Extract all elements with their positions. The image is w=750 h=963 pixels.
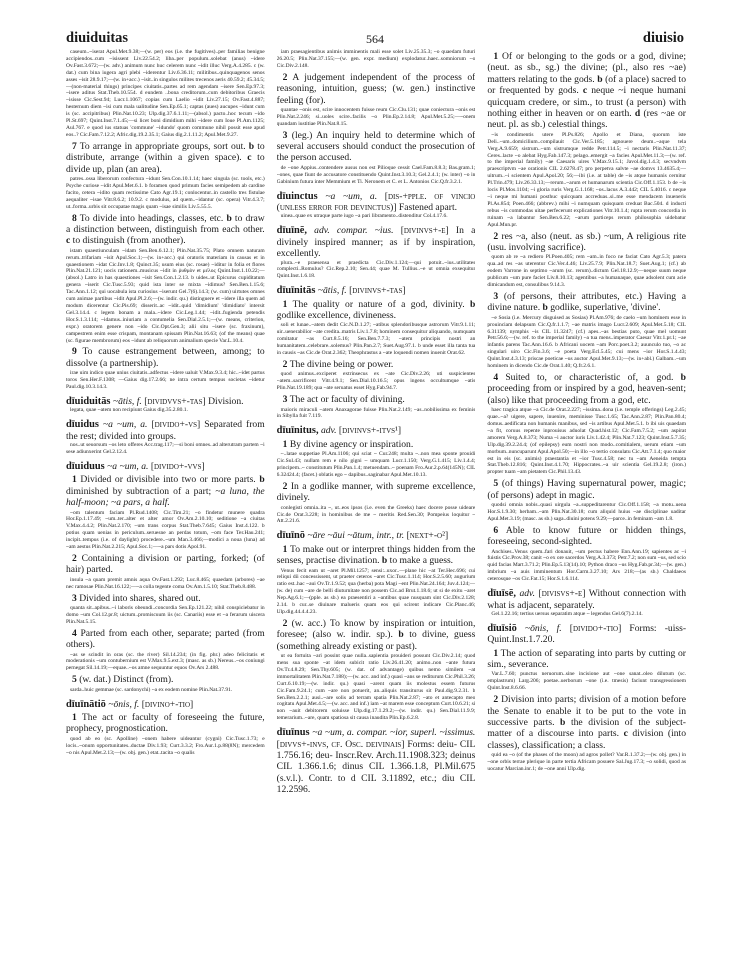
left-running-headword: diuiduitas [66, 30, 129, 46]
lemma: dīuīnitās [276, 285, 316, 297]
entry-diuinitus: dīuīnitus, adv. [divinvs+-itvs¹] [276, 425, 402, 437]
citations: ut ea fortuita ~ari possint quae nulla..sapientia prouideri possunt Cic.Div.2.14; quod mens sua sponte ~at idem subicit ratio Liv.26.41.20; animo..non ~ante futura Ov.Tr.4.8.29; Sen.Thy.605; (w. dat. of advantage) quibus nemo similem ~at immortalitatem Plin.Nat.7.188);—(w. acc. and inf.) quasi ~ans se rediturum Cic.Phil.3.26; Curt.6.10.19;—(w. indir. qu.) quasi ~arent quam iis molestus essem futurus Cic.Fam.9.24.1; cum ~are non potuerit, an..aliquis transiturus sit Paul.dig.9.2.31. b Sen.Ben.2.2.1; ausi..~are solis ad terram spatia Plin.Nat.2.87; ~ato et antecapto meo cogitatu Apul.Met.4.5;—(w. acc. and inf.) iam ~at marem esse conceptum Curt.10.6.21; si non ~auit debitorem soluisse Ulp.dig.17.1.29.2;—(w. indir. qu.) Sen.Dial.11.9.9; temerarium..~are, quam spatiosa sit causa inaudita Plin.Ep.6.2.8. [276, 653, 476, 722]
entry-diuino: dīuīnō ~āre ~āui ~ātum, intr., tr. [next+-o²] [276, 530, 449, 542]
lemma: dīuinctus [276, 190, 318, 202]
citations: irae uim indico quae unius ciuitatis..adfectus ~idere ualuit V.Max.9.3.4; hic..~idet partus toros Sen.Her.F.1308; —Gaius dig.17.2.66; ne intra certum tempus societas ~idetur Paul.dig.10.3.14.3. [66, 370, 265, 391]
entry-diuiduus: dīuiduus ~a ~um, a. [divido+-vvs] [66, 460, 205, 472]
sense-3: 3 Divided into shares, shared out. [72, 592, 201, 604]
citations: quanta sit..apibus..~i laboris obeundi..concordia Sen.Ep.121.22; nihil conspiciebatur in domo ~um Col.12.pr.8; uictum..promiscuum iis (sc. Canariis) esse et ~a ferarum uiscera Plin.Nat.5.15. [66, 605, 265, 625]
citations: Venus fecit eam ut ~aret Pl.Mil.1257; sensi:..uxor..—plane hic ~at Ter.Hec.696; cui reliqui dii concessissent, ut praeter ceteros ~aret Cic.Tusc.1.114; Hor.S.2.5.60; augurium ratio est..hac ~aui Ov.Tr.1.9.52; qua (herba) pota Magi ~ent Plin.Nat.24.164; Juv.4.124;—(w. de) cum ~are de belli diuturnitate non possem Cic.ad Brut.1.18.6; ut si de exitu ~aret Nep.Ag.6.1;—(pple. as sb.) ea praesentiri a ~antibus quae nusquam sint Cic.Div.2.128; 2.14. b cur..se diuinare malueris quam eos qui scirent indicare Cic.Planc.46; Ulp.dig.44.4.4.23. [276, 567, 476, 615]
entry-diuine: dīuīnē, adv. compar. ~ius. [divinvs+-e] In a divinely inspired manner; as if by inspiration, excellently. [276, 225, 476, 260]
entry-diuinus: dīuīnus ~a ~um, a. compar. ~ior, superl. ~issimus. [divvs+-invs, cf. Osc. deivinais] Forms: deiu- CIL 1.756.16; deu- Inscr.Rev. Arch.11.1908.323; deinus CIL 1.366.1.6; dinus CIL 1.366.1.8, Pl.Mil.675 (s.v.l.). Contr. to d CIL 3.11892, etc.; diu CIL 12.2596. [276, 727, 476, 796]
sense-3: 3 (of persons, their attributes, etc.) Having a divine nature. b godlike, superlative, 'divine'. [487, 290, 687, 314]
sense-8: 8 To divide into headings, classes, etc. b to draw a distinction between, distinguish from each other. c to distinguish (from another). [66, 212, 265, 247]
entry-diuisio: dīuīsiō ~ōnis, f. [divido+-tio] Forms: -uiss- Quint.Inst.1.7.20. [487, 622, 687, 646]
page-number: 564 [366, 32, 384, 46]
sense-2: 2 Containing a division or parting, forked; (of hair) parted. [66, 552, 265, 576]
lemma: dīuīnō [276, 530, 305, 542]
lemma: dīuiduus [66, 460, 105, 472]
sense-1: 1 By divine agency or inspiration. [282, 438, 414, 450]
entry-diuiduitas: dīuiduitās ~ātis, f. [dividvvs+-tas] Division. [66, 395, 244, 407]
sense-1: 1 The quality or nature of a god, divinity. b godlike excellence, divineness. [276, 298, 476, 322]
column-left [66, 49, 265, 949]
citations: iam praesagientibus animis imminentis mali esse solet Liv.25.35.3; ~o quaedam futuri 26.20.5; Plin.Nat.37.155;—(w. gen. expr. medium) explodatur..haec..somniorum ~o Cic.Div.2.148. [276, 49, 476, 69]
citations: quantae ~onis est, scire innocentem fuisse reum Cic.Clu.131; quae coniectura ~onis est Plin.Nat.2.246; si..uoles scire..facilis ~o Plin.Ep.2.14.8; Apul.Met.5.25;—~onem quandam iustitiae Plin.Nat.8.15. [276, 106, 476, 127]
sense-1: 1 Of or belonging to the gods or a god, divine; (neut. as sb., sg.) the divine; (pl., also res ~ae) matters relating to the gods. b (of a place) sacred to or frequented by gods. c neque ~i neque humani quicquam credere, or sim., to trust (a person) with nothing either in heaven or on earth. d (res ~ae or neut. pl. as sb.) celestial things. [487, 51, 687, 131]
citations: legata, quae ~atem non recipiunt Gaius dig.35.2.80.1. [70, 407, 188, 414]
lemma: dīuīnē, [276, 225, 307, 237]
citations: istam quaestiunculam ~idam Sen.Ben.6.12.1; Plin.Nat.35.75; Plato omnem naturam rerum..trifariam ~isit Apul.Soc.1;—(w. in+acc.) qui oratoris materiam in causas et in quaestionem ~idat Cic.Inv.1.8; Quinct.35; usum eius (sc. rosae) ~iditur in folia et flores Plin.Nat.21.121; uocis rationem..musicus ~idit in ῥυθμὸν et μέλος Quint.Inst.1.10.22;—(absol.) Latro in has quaestiones ~isit Sen.Con.1.2.13. b uides..ut Epicurus cupiditatum genera ~iserit Cic.Tusc.5.93; quid ista inter se mixta ~idimus? Sen.Ben.1.15.6; Tac.Ann.1.12; qui uocabula ista curiosius ~iserunt Gel.7(6).14.3; (w. cum) uirtutes omnes cum animae partibus ~idit Apul.Pl.2.6;—(w. indir. qu.) distinguere et ~idere illa quem ad modum dicerentur Cic.Pis.69; disserit..ac ~idit..quid 'dimidium' 'dimidiato' intersit Gel.3.14.4. c legem bonam a mala..~idere Cic.Leg.1.44; ~idit..fugienda petendis Hor.S.1.3.114; ~idamus..iniuriam a contumelia Sen.Dial.2.5.1;—(w. means, criterion, expr.) oratorem genere non ~ido Cic.Opt.Gen.3; alii situ ~isere (sc. fraxinum), campestrem enim esse crispam, montanam spissam Plin.Nat.16.63; (of the means) quae (sc. figurae membrorum) eos ~idunt ab reliquorum animalium specie Var.L.10.4. [66, 247, 265, 344]
sense-1: 1 The act or faculty of foreseeing the future, prophecy, prognostication. [66, 711, 265, 735]
entry-diuidus: dīuidus ~a ~um, a. [divido+-vs] Separated from the rest; divided into groups. [66, 419, 265, 442]
lemma: dīuidus [66, 419, 99, 431]
citations: maioris miraculi ~atem Anaxagorae fuisse Plin.Nat.2.149; ~as..nobilissima ex feminis in Sibylla fuit 7.119. [276, 406, 476, 420]
sense-2: 2 Division into parts; division of a motion before the Senate to enable it to be put to the vote in successive parts. b the division of the subject-matter of a discourse into parts. c division (into classes), classification; a class. [487, 694, 687, 751]
lemma: dīuīnātiō [66, 698, 106, 710]
citations: soli et lunae..~atem dedit Cic.N.D.1.27; ~atibus splendoribusque astrorum Vitr.9.1.11; uir..uenerabilior ~ate credita..matris Liv.1.7.8; hominem consequitur aliquando, numquam comitatur ~as Curt.8.5.16; Sen.Ben.7.7.3; ~atem principis nostri an humanitatem..celebrare..solemus? Plin.Pan.2.7; Suet.Aug.97.1. b unde esset illa tanta tua in causis ~as Cic.de Orat.2.362; Theophrastus a ~ate loquendi nomen inuenit Orat.62. [276, 322, 476, 357]
citations: haec tragica atque ~a Cic.de Orat.2.227; ~issima..dona (i.e. temple offerings) Leg.2.45; quae..~a? uigere, sapere, inuenire, meminisse Tusc.1.65; Tac.Ann.2.87; Plin.Pan.80.4; domus..aedificata non humanis manibus, sed ~is artibus Apul.Met.5.1. b ibi uis quaedam ~a fit, coruus repente inprouisus aduolat Quad.hist.12; Cic.Fam.7.5.2; ~um aspirat amorem Verg.A.8.373; Numa ~i auctor iuris Liv.1.42.4; Plin.Nat.7.123; Quint.Inst.5.7.35; Ulp.dig.39.2.24.4; (of epilepsy) eum nostri non modo..comitialem, uerum etiam ~um morbum..nuncuparunt Apul.Apol.50;—in illo ~o tertio consulatu Cic.Att.7.1.4; quo maior est in eis (sc. animis) praestantia et ~ior Tusc.4.58; nec tu ~am Aeneida tempta Stat.Theb.12.816; Quint.Inst.4.1.70; Hippocrates..~a uir scientia Gel.19.2.8; (iron.) propter tuam ~am pietatem Cic.Phil.13.43. [487, 407, 687, 476]
sense-1: 1 To make out or interpret things hidden from the senses, practise divination. b to make a guess. [276, 543, 476, 567]
citations: Gel.1.22.16; tertius uersus separatim atque ~ legendus Gel.6(7).2.14. [491, 610, 643, 617]
sense-1: 1 Divided or divisible into two or more parts. b diminished by subtraction of a part; ~a luna, the half-moon; ~a pars, a half. [66, 474, 265, 509]
citations: quid ea ~o (of the phases of the moon) ad agros pollet? Var.R.1.37.2;—(w. obj. gen.) in ~one orbis terrae plerique in parte tertia Africam posuere Sal.Jug.17.3; ~o solidi, quod as uocatur Marcian.inr.1; de ~one anni Ulp.dig. [487, 752, 687, 772]
sense-2: 2 (w. acc.) To know by inspiration or intuition, foresee; (also w. indir. sp.). b to divine, guess (something already existing or past). [276, 617, 476, 652]
citations: ~is condimentis utere Pl.Ps.826; Apollo et Diana, quorum iste Deli..~um..domicilium..compilauit Cic.Ver.5.185; agnouere deum..~aque tela Verg.A.9.659; sistrum..~um sistrumque redde Petr.114.5; ~i nectaris Plin.Nat.11.37; Ceres..lacte ~o alebat Hyg.Fab.147.3; pelago..emergit ~a facies Apul.Met.11.3;—(w. ref. to the imperial family) ~ae Caesaris uires V.Max.9.15.1; Javol.dig.1.4.3; secvndvm praescriptvm ~ae orationis CIL 2.6278.47; pro perpetva salvte ~ae domvs 13.4635.4;—uitrum..~i scientem Apul.Apol.20; 56;—ibi (i.e. at table) de ~is atque humanis cernitur Pl.Trin.479; Liv.26.33.13;—rerum..~arum et humanarum scientia Cic.Off.1.153. b de ~is locis Pl.Mos.1104; ~i gloria ruris Verg.G.1.168; ~os..lacus A.3.442; CIL 5.4016. c neque ~i neque mi humani posthuc quicquam accreduas..si..me esse mendacem inueneris Pl.As.854; Poen.466; (abbrev.) mihi ~i numquam quisquam creduat Bac.504. d inducti rebus ~is commodas uitae perfecerunt explicationes Vitr.10.1.4; rupta rerum concordia in ruinam ~a labantur Sen.Ben.6.22; ~arum particeps rerum philosophia uidebatur Apul.Mun.pr. [487, 131, 687, 228]
citations: ~om talentum faciam Pl.Rud.1408; Cic.Tim.21; ~o findetur munere quadra Hor.Ep.1.17.49; ~um..ter..alter et alter amor Ov.Am.2.10.10; seditione ~a ciuitas V.Max.4.4.2; Plin.Nat.2.170; ~um trans corpus Stat.Theb.7.645; Gaius Inst.4.122. b potius quam uenias in periculum..seruesne an perdas totum, ~om face Ter.Hau.241; incipit..tempus (i.e. of daylight) procedere..~um Man.3.466;—modici a noua (luna) ad ~am aestus Plin.Nat.2.215; Apul.Soc.1;—~a pars dotis Apol.91. [66, 509, 265, 551]
sense-5: 5 (of things) Having supernatural power, magic; (of persons) adept in magic. [487, 478, 687, 501]
right-running-headword: diuisio [642, 30, 684, 46]
citations: sarda..huic gemmae (sc. sardonychi) ~a ex eodem nomine Plin.Nat.37.91. [70, 686, 233, 693]
sense-1: 1 The action of separating into parts by cutting or sim., severance. [487, 647, 687, 671]
column-middle [277, 49, 476, 949]
citations: ~e Sosia (i.e. Mercury disguised as Sosias) Pl.Am.976; de caelo ~um hominem esse in prouinciam delapsum Cic.Q.fr.1.1.7; ~ae matris imago Lucr.2.609; Apul.Met.5.18; CIL 6.31139; nymphis ~is CIL 11.3247; (cf.) apes..~as bestias puto, quae mel uomunt Petr.56.6;—(w. ref. to the imperial family) ~a tua mens..imperator Caesar Vitr.1.pr.1; ~ae infantis parens Tac.Ann.16.6. b Africani uocem ~am Porc.poet.3.2; auunculo tuo, ~o ac singulari uiro Cic.Fin.3.6; ~e poeta Verg.Ecl.5.45; cui mens ~ior Hor.S.1.4.43; Quint.Inst.4.3.13; priscae poeticae ~us auctor Apul.Met.9.13;—(w. in+abl.) Galbam..~um hominem in dicendo Cic.de Orat.1.40; Q.fr.2.6.1. [487, 314, 687, 370]
citations: ~as se scindit in oras (sc. the river) Sil.14.234; (in fig. phr.) adeo felicitatis et moderationis ~um contubernium est V.Max.9.5.ext.3; (masc. as sb.) Nereus..~os coniungi pernegat Sil.14.19;—equae..~os amne sequuntur equos Ov.Ars 2.488. [66, 651, 265, 672]
entry-diuise: dīuīsē, adv. [divisvs+-e] Without connection with what is adjacent, separately. [487, 588, 687, 611]
sense-5: 5 (w. dat.) Distinct (from). [72, 674, 174, 686]
citations: Var.L.7.60; punctus neruorum..sine incisione aut ~one sanat..oleo dilutum (sc. emplastrum) Larg.206; poetae..uerborum ~one (i.e. tmesis) faciunt transgressionem Quint.Inst.8.6.66. [487, 671, 687, 692]
dictionary-columns [66, 49, 686, 949]
page-header [66, 30, 684, 50]
lemma: dīuīsē, [487, 588, 516, 600]
lemma: dīuīnitus, [276, 425, 319, 437]
sense-2: 2 The divine being or power. [282, 359, 394, 370]
sense-4: 4 Suited to, or characteristic of, a god. b proceeding from or inspired by a god, heaven-sent; (also) like that proceeding from a god, etc. [487, 371, 687, 406]
citations: uinea..quae ex utraque parte iugo ~a pari libramento..distenditur Col.4.17.6. [280, 213, 448, 220]
citations: de ~one Appius..contendere ausus non est Pilioque cessit Cael.Fam.8.8.3; Bas.gram.1; ~ones, quae fiunt de accusatore constituendo Quint.Inst.3.10.3; Gel.2.4.1; (w. inter) ~o in Gabinium futura inter Memmium et Ti. Neronem et C. et L. Antonios Cic.Q.fr.3.2.1. [276, 164, 476, 185]
citations: patres..ossa liberorum confectura ~idunt Sen.Con.10.1.14; haec singula (sc. tools, etc.) Psyche curiose ~idit Apul.Met.6.1. b foramen quod primum facies semipedem ab cardine facito, cetera ~idito quam rectissime Cato Agr.19.1; conlocentur..in castello tres fistulae aequaliter ~isae Vitr.8.6.2; 10.9.2. c modulus, ad quem..~idantur (sc. opera) Vitr.4.3.7; ut..forma..urbis sit occupatae magis quam ~isae similis Liv.5.55.5. [66, 176, 265, 210]
entry-diuinitas: dīuīnitās ~ātis, f. [divinvs+-tas] [276, 285, 406, 297]
entry-diuinatio: dīuīnātiō ~ōnis, f. [divino+-tio] [66, 698, 194, 710]
citations: quodsi omnia nobis..quasi uirgula ~a..suppeditarentur Cic.Off.1.158; ~a motu..uena Hor.S.1.9.30; herbam..~am Plin.Nat.30.18; cum aliquid huius ~ae disciplinae uaditar Apul.Met.3.19; (masc. as sb.) saga..diuini potens 9.29;—parce..in feminam ~am 1.8. [487, 502, 687, 522]
sense-3: 3 (leg.) An inquiry held to determine which of several accusers should conduct the prosecution of the person accused. [276, 129, 476, 164]
citations: Anchises..Venus quem..fari donauit, ~um pectus habere Enn.Ann.19; sapientes ac ~i fuistis Cic.Prov.38; canit ~o ex ore sacerdos Verg.A.3.373; Petr.7.2; non sum ~us, sed scio quid facias Mart.3.71.2; Plin.Ep.5.13(14).10; Python draco ~us Hyg.Fab.pr.34;—(w. gen.) imbrium ~a auis imminentum Hor.Carm.3.27.10; Ars 218;—(as sb.) Chaldaeos ceterosque ~os Cic.Fat.15; Hor.S.1.6.114. [487, 548, 687, 583]
entry-diuinctus: dīuinctus ~a ~um, a. [dis-+pple. of vincio (unless error for devinctus)] Fastened apart. [276, 190, 476, 213]
citations: ~..latae suppetiae Pl.Am.1106; qui sciat ~ Cur.248; multa ~..non mea sponte prouidi Cic.Sul.43; nullam rem e nilo gigni ~ umquam Lucr.1.150; Verg.G.1.415; Liv.1.4.4; principem..~ constitutum Plin.Pan.1.4; metuendam..~ poenam Fro.Aur.2.p.64(145N); CIL 6.32424.4; (facet.) oblatis ego ~ dapibus..saginabar Apul.Met.10.13. [276, 451, 476, 478]
sense-4: 4 Parted from each other, separate; parted (from others). [66, 627, 265, 651]
citations: insula ~a quam premit amnis aqua Ov.Fast.1.292; Luc.8.465; quaedam (arbores) ~ae nec ramosae Plin.Nat.16.122;—~a colla tegente coma Ov.Am.1.5.10; Stat.Theb.8.488. [66, 576, 265, 590]
citations: conlegisti omnia..ita ~, ut..eos ipsos (i.e. even the Greeks) haec docere posse uideare Cic.de Orat.3.228; in hominibus de me ~ meritis Red.Sen.30; Pompeius loquitur ~ Att.2.21.6. [276, 504, 476, 525]
lemma: dīuīnus [276, 727, 310, 739]
lemma: dīuīsiō [487, 622, 517, 634]
sense-2: 2 In a godlike manner, with supreme excellence, divinely. [276, 480, 476, 504]
citations: plura..~e praesensa et praedicta Cic.Div.1.124;—qui potuit..~ius..utilitates complecti..Romulus? Cic.Rep.2.10; Sen.44; quae M. Tullius..~e ut omnia exsequitur Quint.Inst.1.6.18. [276, 259, 476, 280]
citations: caseum..~iserat Apul.Met.9.38;—(w. per) eos (i.e. the fugitives)..per familias benigne accipiendos..cum ~isissent Liv.22.54.2; liba..per populum..solebat (anus) ~idere Ov.Fast.3.672;—(w. adv.) animum nunc huc celerem nunc ~idit illuc Verg.A.4.285. c (w. dat.) cum bina iugera agri plebi ~iderentur Liv.6.36.11; militibus..quinquagenos senos asses ~isit 28.9.17;—(w. in+acc.) ~isit..in singulos milites trecenos aeris 40.59.2; 45.34.5;—(non-material things) principes ciuitatis..partes ad rem agendam ~isere Sen.Ep.97.3; ~isere aditus Stat.Theb.10.554. d eundem ..bona creditorum..cum debitoribus Graecis ~isisse Cic.Sest.94; Lucr.1.1067; copias cum Laelio ~idit Liv.27.15; Ov.Fast.4.887; hesternum diem ~isi cum mala ualitudine Sen.Ep.65.1; captas (aues) aucupes ~idunt cum is (sc. accipitribus) Plin.Nat.10.23; Ulp.dig.37.6.1.11;—(absol.) pacto..hoc tecum ~ido Pl.St.697; Quint.Inst.7.1.45;—si licet boni dimidium mihi ~idere cum Ioue Pl.Am.1125; Aul.767. e quod ius statuas 'commune' ~idundo' quom commune nihil possit esse apud eos..? Cic.Fam.7.12.2; Afric.dig.19.2.35.1; Gaius dig.2.1.11.2; Apul.Met.9.27. [66, 49, 265, 138]
sense-7: 7 To arrange in appropriate groups, sort out. b to distribute, arrange (within a given space). c to divide up, plan (an area). [66, 140, 265, 175]
sense-3: 3 The act or faculty of divining. [282, 394, 405, 406]
citations: quod ab eo (sc. Apolline) ~onem habere uideantur (cygni) Cic.Tusc.1.73; e locis..~onum opportunitates..ductae Div.1.93; Curt.3.3.2; Fro.Aur.1.p.88(8N); mercedem ~o nis Apul.Met.2.13;—(w. obj. gen.) etat..tacita ~o qualis [66, 735, 265, 756]
column-right [487, 49, 686, 949]
sense-2: 2 A judgement independent of the process of reasoning, intuition, guess; (w. gen.) instinctive feeling (for). [276, 71, 476, 106]
sense-2: 2 res ~a, also (neut. as sb.) ~um, A religious rite (usu. involving sacrifice). [487, 230, 687, 253]
lemma: dīuiduitās [66, 395, 111, 407]
sense-6: 6 Able to know future or hidden things, foreseeing, second-sighted. [487, 524, 687, 548]
citations: quod animus..exciperet extrinsecus ex ~ate Cic.Div.2.26; uti suspicientes ~atem..sacrificent Vitr.4.9.1; Sen.Dial.10.16.5; opus ingens occultumque ~atis Plin.Nat.19.189; qua ~ate seruatus esset Hyg.Fab.94.7. [276, 371, 476, 392]
sense-9: 9 To cause estrangement between, among; to dissolve (a partnership). [66, 346, 265, 369]
citations: nos..ut seuorsum ~os leto offeres Acc.trag.117;—si boni omnes..ad alterutram partem ~i sese adiunxerint Gel.2.12.4. [66, 442, 265, 455]
citations: quom ab re ~a rediero Pl.Poen.405; rem ~am..in foco ne faciat Cato Agr.5.3; patera qua..ad res ~as uterentur Cic.Ver.4.46; Liv.25.7.9; Plin.Nat.18.7; Suet.Aug.1; (cf.) ab eodem Varrone in septimo ~arum (sc. rerum)..dictum Gel.18.12.9;—neque suum neque publicum ~um pure faciet Liv.8.10.13; agentibus ~a humanaque, quae adsolent cum acie dimicandum est, consulibus 9.14.3. [487, 254, 687, 288]
